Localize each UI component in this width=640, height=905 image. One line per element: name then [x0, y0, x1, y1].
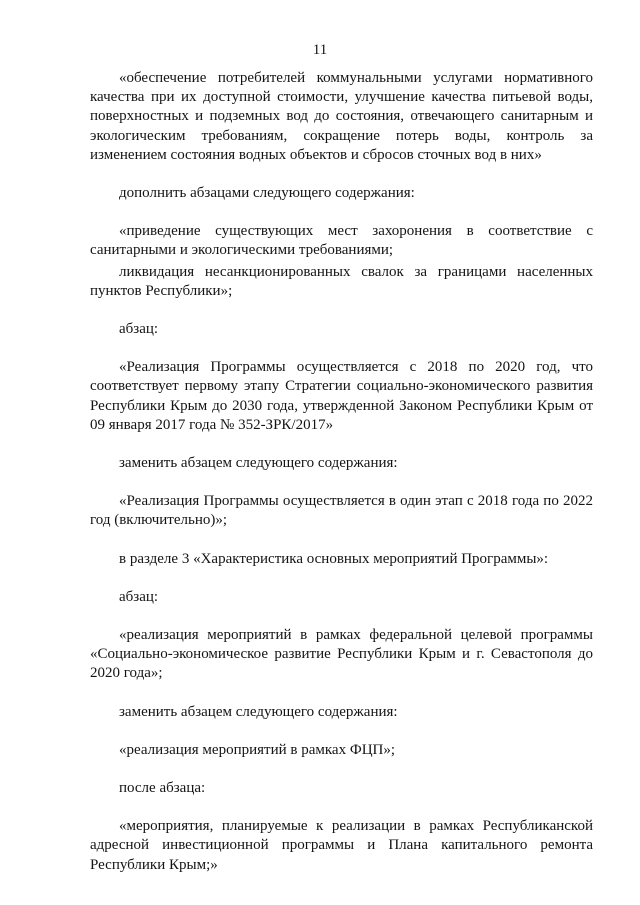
paragraph-7: заменить абзацем следующего содержания: [119, 455, 398, 472]
paragraph-13: «реализация мероприятий в рамках ФЦП»; [119, 741, 396, 758]
document-body [90, 69, 593, 875]
paragraph-10: абзац: [119, 588, 159, 605]
paragraph-14: после абзаца: [119, 780, 206, 797]
paragraph-3: «приведение существующих мест захоронения в соответствие с санитарными и экологическими требованиями; [90, 223, 593, 259]
paragraph-15: «мероприятия, планируемые к реализации в рамках Республиканской адресной инвестиционной программы и Плана капитального ремонта Республики Крым;» [90, 818, 593, 873]
paragraph-4: ликвидация несанкционированных свалок за границами населенных пунктов Республики»; [90, 263, 593, 299]
paragraph-12: заменить абзацем следующего содержания: [119, 703, 398, 720]
paragraph-11: «реализация мероприятий в рамках федеральной целевой программы «Социально-экономическое развитие Республики Крым и г. Севастополя до 2020 года»; [90, 627, 593, 682]
paragraph-5: абзац: [119, 321, 159, 338]
paragraph-9: в разделе 3 «Характеристика основных мероприятий Программы»: [119, 550, 549, 567]
paragraph-6: «Реализация Программы осуществляется с 2018 по 2020 год, что соответствует первому этапу Стратегии социально-экономического развития Республики Крым до 2030 года, утвержденной Законом Республики Крым от 09 января 2017 года № 352-ЗРК/2017» [90, 359, 593, 433]
paragraph-1: «обеспечение потребителей коммунальными услугами нормативного качества при их доступной стоимости, улучшение качества питьевой воды, поверхностных и подземных вод до состояния, отвечающего санитарным и экологическим требованиям, сокращение потерь воды, контроль за изменением состояния водных объектов и сбросов сточных вод в них» [90, 70, 593, 163]
page-number: 11 [312, 42, 328, 58]
paragraph-8: «Реализация Программы осуществляется в один этап с 2018 года по 2022 год (включительно)»; [90, 493, 593, 529]
paragraph-2: дополнить абзацами следующего содержания: [119, 185, 415, 202]
